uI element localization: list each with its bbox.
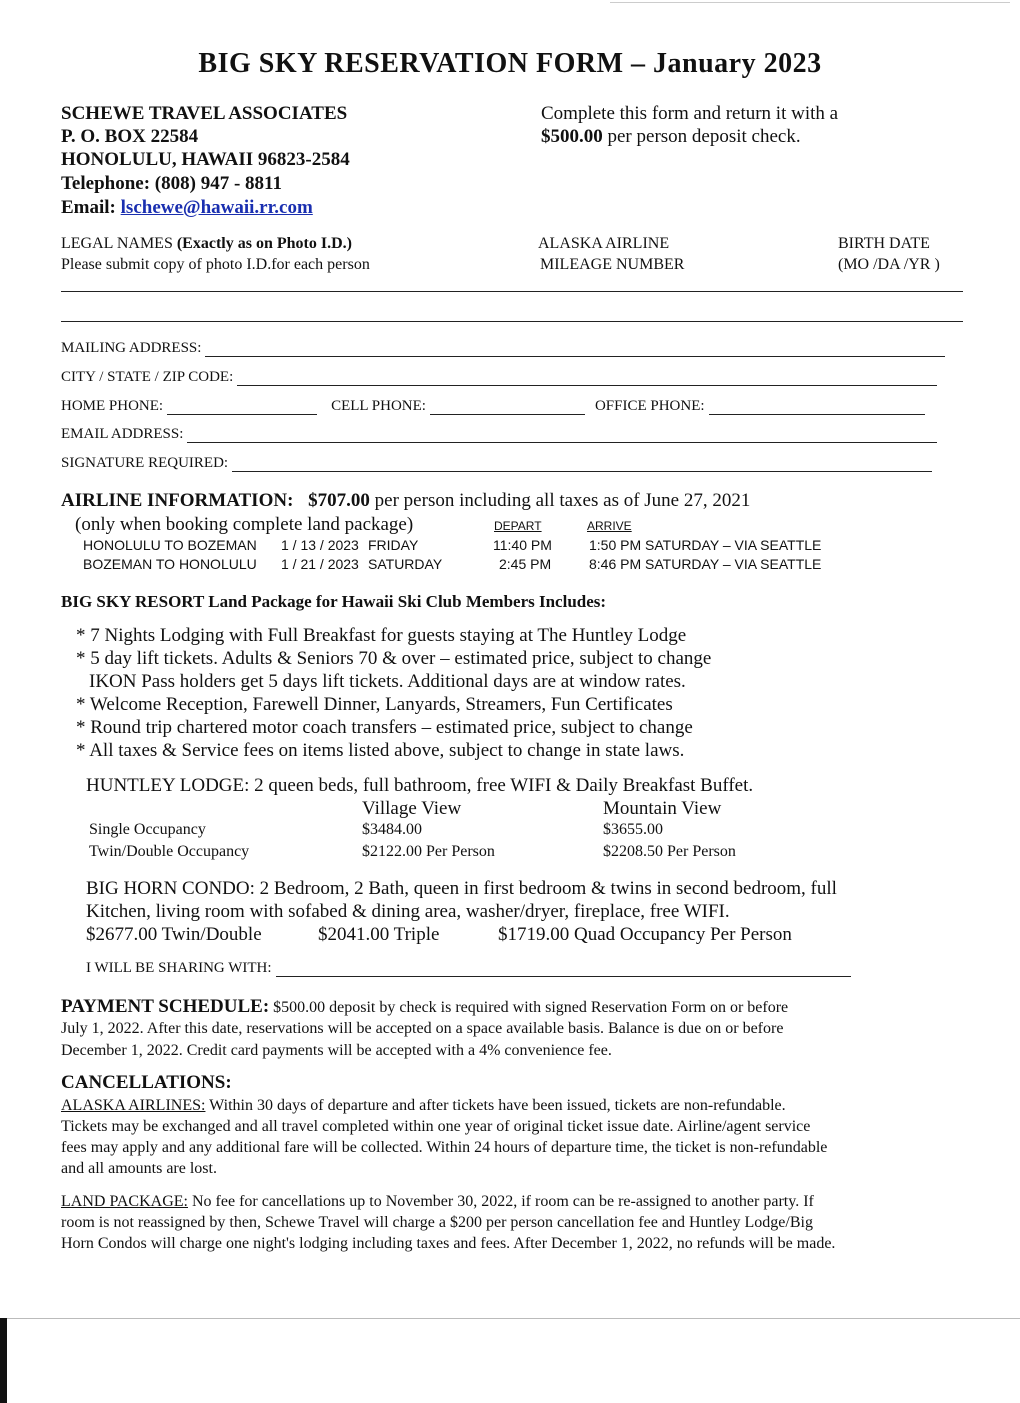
village-price: $3484.00 xyxy=(362,821,422,838)
mailing-label: MAILING ADDRESS: xyxy=(61,340,202,356)
huntley-heading: HUNTLEY LODGE: 2 queen beds, full bathroom, free WIFI & Daily Breakfast Buffet. xyxy=(86,775,754,796)
payment-line2: July 1, 2022. After this date, reservations will be accepted on a space available basis. Balance is due on or before xyxy=(61,1020,784,1037)
home-phone-input[interactable] xyxy=(167,400,317,415)
city-input[interactable] xyxy=(237,371,937,386)
cell-phone-input[interactable] xyxy=(430,400,585,415)
email-row xyxy=(61,426,937,443)
instructions-rest: per person deposit check. xyxy=(602,126,801,147)
airline-header: ALASKA AIRLINE xyxy=(538,235,670,252)
city-label: CITY / STATE / ZIP CODE: xyxy=(61,369,234,385)
land-text: No fee for cancellations up to November 30, 2022, if room can be re-assigned to another party. If xyxy=(187,1193,814,1210)
office-phone-label: OFFICE PHONE: xyxy=(594,398,705,414)
package-item: * 7 Nights Lodging with Full Breakfast for guests staying at The Huntley Lodge xyxy=(76,625,687,646)
sharing-input[interactable] xyxy=(276,962,851,977)
land-line1 xyxy=(61,1191,814,1212)
scan-edge-top xyxy=(610,2,1010,3)
name-line-1[interactable] xyxy=(61,291,963,292)
email-link[interactable]: lschewe@hawaii.rr.com xyxy=(120,197,313,218)
scan-edge-bottom xyxy=(0,1318,1020,1319)
flight-depart: 2:45 PM xyxy=(499,556,552,572)
mountain-price: $3655.00 xyxy=(603,821,663,838)
condo-triple-price: $2041.00 Triple xyxy=(318,924,440,945)
scan-edge-left xyxy=(0,1318,7,1403)
alaska-line4: and all amounts are lost. xyxy=(61,1160,217,1177)
flight-day: FRIDAY xyxy=(368,537,419,553)
airline-price: $707.00 xyxy=(308,490,370,511)
airline-note: (only when booking complete land package) xyxy=(75,514,414,535)
package-item: * Welcome Reception, Farewell Dinner, Lanyards, Streamers, Fun Certificates xyxy=(76,694,673,715)
airline-price-note: per person including all taxes as of June 27, 2021 xyxy=(369,490,751,511)
flight-arrive: 8:46 PM SATURDAY – VIA SEATTLE xyxy=(589,556,822,572)
cancellations-heading: CANCELLATIONS: xyxy=(61,1072,232,1093)
flight-route: HONOLULU TO BOZEMAN xyxy=(83,537,257,553)
payment-heading: PAYMENT SCHEDULE: xyxy=(61,996,270,1017)
alaska-line1 xyxy=(61,1095,786,1116)
legal-names-header xyxy=(61,233,352,254)
agency-name: SCHEWE TRAVEL ASSOCIATES xyxy=(61,103,348,124)
signature-input[interactable] xyxy=(232,457,932,472)
birth-sub: (MO /DA /YR ) xyxy=(838,256,940,273)
email-address-input[interactable] xyxy=(187,428,937,443)
signature-label: SIGNATURE REQUIRED: xyxy=(61,455,229,471)
phone-row xyxy=(61,398,925,415)
email-label: Email: xyxy=(61,197,116,218)
package-item: * Round trip chartered motor coach transfers – estimated price, subject to change xyxy=(76,717,693,738)
alaska-line3: fees may apply and any additional fare will be collected. Within 24 hours of departure time, the ticket is non-refundable xyxy=(61,1139,828,1156)
airline-sub: MILEAGE NUMBER xyxy=(540,256,685,273)
agency-city: HONOLULU, HAWAII 96823-2584 xyxy=(61,149,350,170)
home-phone-label: HOME PHONE: xyxy=(61,398,164,414)
land-line2: room is not reassigned by then, Schewe Travel will charge a $200 per person cancellation fee and Huntley Lodge/Big xyxy=(61,1214,813,1231)
agency-box: P. O. BOX 22584 xyxy=(61,126,199,147)
land-label: LAND PACKAGE: xyxy=(61,1193,188,1210)
flight-day: SATURDAY xyxy=(368,556,443,572)
depart-header: DEPART xyxy=(494,519,542,533)
city-row xyxy=(61,369,937,386)
payment-line3: December 1, 2022. Credit card payments will be accepted with a 4% convenience fee. xyxy=(61,1042,612,1059)
alaska-text: Within 30 days of departure and after tickets have been issued, tickets are non-refundable. xyxy=(205,1097,786,1114)
occupancy-label: Single Occupancy xyxy=(89,821,206,838)
instructions-line2 xyxy=(541,125,801,148)
signature-row xyxy=(61,455,932,472)
alaska-line2: Tickets may be exchanged and all travel completed within one year of original ticket issue date. Airline/agent service xyxy=(61,1118,811,1135)
condo-line1: BIG HORN CONDO: 2 Bedroom, 2 Bath, queen in first bedroom & twins in second bedroom, full xyxy=(86,878,837,899)
airline-info-title: AIRLINE INFORMATION: xyxy=(61,490,294,511)
alaska-label: ALASKA AIRLINES: xyxy=(61,1097,206,1114)
sharing-label: I WILL BE SHARING WITH: xyxy=(86,960,272,976)
legal-names-label: LEGAL NAMES xyxy=(61,235,177,252)
agency-telephone: Telephone: (808) 947 - 8811 xyxy=(61,173,282,194)
instructions-line1: Complete this form and return it with a xyxy=(541,103,839,124)
agency-email xyxy=(61,196,313,219)
mailing-input[interactable] xyxy=(205,342,945,357)
condo-line2: Kitchen, living room with sofabed & dining area, washer/dryer, fireplace, free WIFI. xyxy=(86,901,730,922)
village-price: $2122.00 Per Person xyxy=(362,843,495,860)
land-line3: Horn Condos will charge one night's lodging including taxes and fees. After December 1, 2022, no refunds will be made. xyxy=(61,1235,836,1252)
cell-phone-label: CELL PHONE: xyxy=(331,398,426,414)
sharing-row xyxy=(86,960,851,977)
condo-twin-price: $2677.00 Twin/Double xyxy=(86,924,262,945)
payment-line1 xyxy=(61,996,788,1018)
mountain-price: $2208.50 Per Person xyxy=(603,843,736,860)
legal-names-sub: Please submit copy of photo I.D.for each person xyxy=(61,256,370,273)
flight-route: BOZEMAN TO HONOLULU xyxy=(83,556,257,572)
deposit-amount: $500.00 xyxy=(541,126,603,147)
mountain-view-header: Mountain View xyxy=(603,798,722,819)
legal-names-note: (Exactly as on Photo I.D.) xyxy=(176,235,352,252)
flight-depart: 11:40 PM xyxy=(493,537,552,553)
package-item: IKON Pass holders get 5 days lift tickets. Additional days are at window rates. xyxy=(89,671,686,692)
email-address-label: EMAIL ADDRESS: xyxy=(61,426,184,442)
package-heading: BIG SKY RESORT Land Package for Hawaii Ski Club Members Includes: xyxy=(61,592,607,611)
mailing-row xyxy=(61,340,945,357)
flight-arrive: 1:50 PM SATURDAY – VIA SEATTLE xyxy=(589,537,822,553)
arrive-header: ARRIVE xyxy=(587,519,632,533)
flight-date: 1 / 13 / 2023 xyxy=(281,537,359,553)
payment-text: $500.00 deposit by check is required with signed Reservation Form on or before xyxy=(269,999,789,1016)
office-phone-input[interactable] xyxy=(709,400,925,415)
airline-info-heading xyxy=(61,489,750,512)
birth-header: BIRTH DATE xyxy=(838,235,930,252)
flight-date: 1 / 21 / 2023 xyxy=(281,556,359,572)
package-item: * All taxes & Service fees on items listed above, subject to change in state laws. xyxy=(76,740,685,761)
package-item: * 5 day lift tickets. Adults & Seniors 70 & over – estimated price, subject to change xyxy=(76,648,712,669)
page-title: BIG SKY RESERVATION FORM – January 2023 xyxy=(198,48,822,79)
name-line-2[interactable] xyxy=(61,321,963,322)
village-view-header: Village View xyxy=(362,798,462,819)
condo-quad-price: $1719.00 Quad Occupancy Per Person xyxy=(498,924,792,945)
occupancy-label: Twin/Double Occupancy xyxy=(89,843,250,860)
